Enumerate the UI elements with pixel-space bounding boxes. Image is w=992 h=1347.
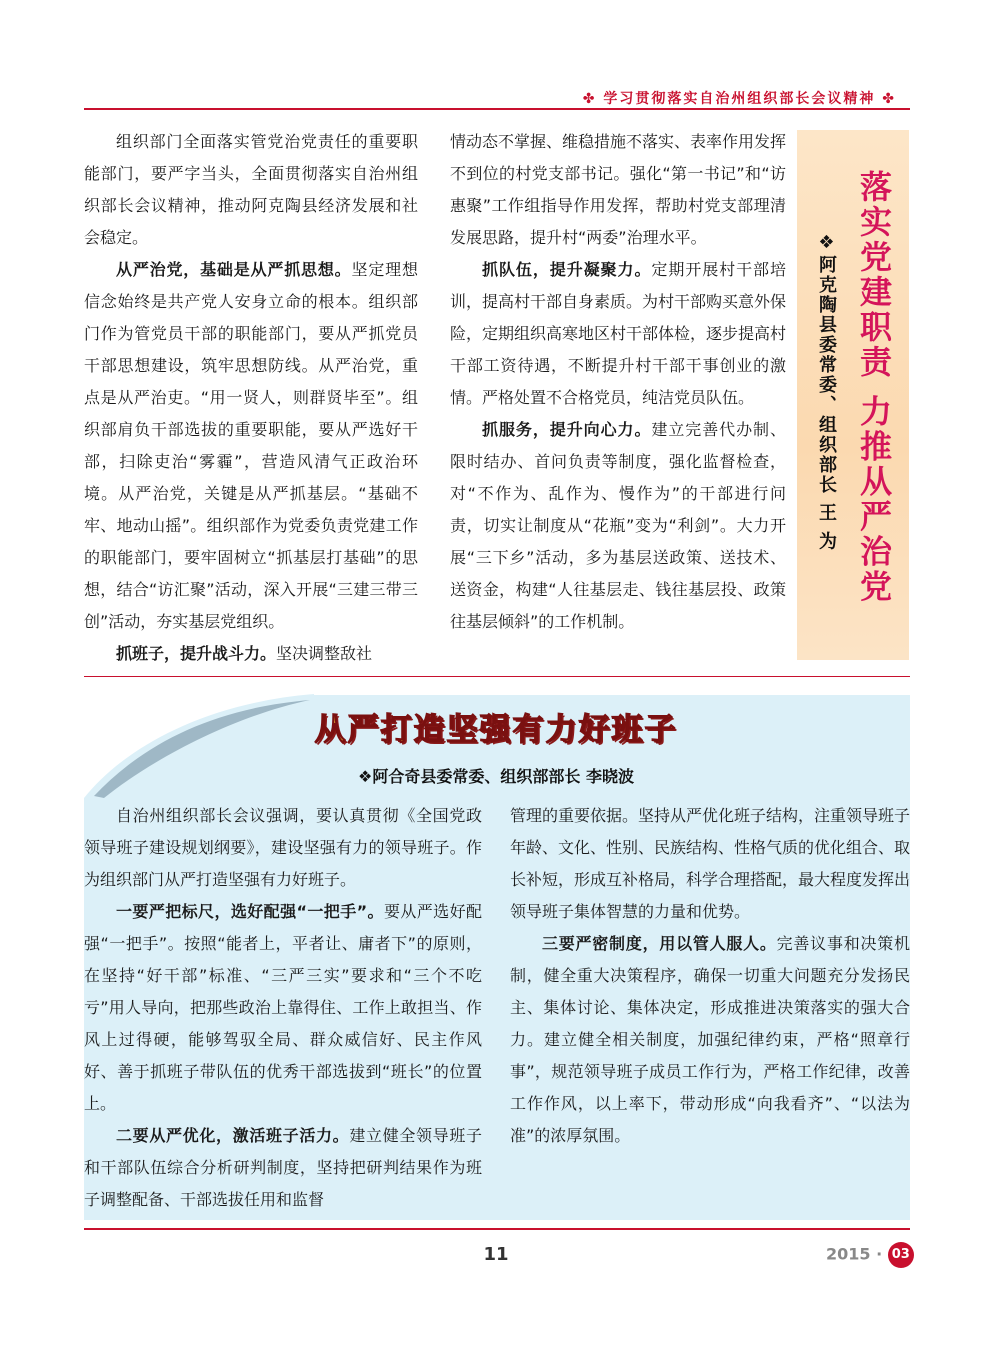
- article2-title: 从严打造坚强有力好班子: [314, 712, 678, 748]
- article1-paragraph: 抓队伍，提升凝聚力。定期开展村干部培训，提高村干部自身素质。为村干部购买意外保险，定期组织高寒地区村干部体检，逐步提高村干部工资待遇，不断提升村干部干事创业的激情。严格处置不合格党员，纯洁党员队伍。: [450, 260, 787, 407]
- article1-paragraph: 抓班子，提升战斗力。坚决调整敌社: [116, 644, 373, 663]
- footer-rule: [84, 1228, 910, 1230]
- article2-paragraph: 三要严密制度，用以管人服人。完善议事和决策机制，健全重大决策程序，确保一切重大问题充分发扬民主、集体讨论、集体决定，形成推进决策落实的强大合力。建立健全相关制度，加强纪律约束，严格“照章行事”，规范领导班子成员工作行为，严格工作纪律，改善工作作风，以上率下，带动形成“向我看齐”、“以法为准”的浓厚氛围。: [510, 934, 910, 1145]
- issue-badge: 03: [888, 1242, 914, 1268]
- article2-byline: ❖阿合奇县委常委、组织部部长 李晓波: [358, 767, 634, 786]
- article1-paragraph: 从严治党，基础是从严抓思想。坚定理想信念始终是共产党人安身立命的根本。组织部门作为管党员干部的职能部门，要从严抓党员干部思想建设，筑牢思想防线。从严治党，重点是从严治吏。“用一贤人，则群贤毕至”。组织部肩负干部选拔的重要职能，要从严选好干部，扫除吏治“雾霾”，营造风清气正政治环境。从严治党，关键是从严抓基层。“基础不牢、地动山摇”。组织部作为党委负责党建工作的职能部门，要牢固树立“抓基层打基础”的思想，结合“访汇聚”活动，深入开展“三建三带三创”活动，夯实基层党组织。: [84, 260, 418, 631]
- article1-paragraph: 组织部门全面落实管党治党责任的重要职能部门，要严字当头，全面贯彻落实自治州组织部长会议精神，推动阿克陶县经济发展和社会稳定。: [84, 132, 418, 247]
- article1-column1: [84, 126, 418, 670]
- header-rule: [84, 108, 910, 110]
- article2-column2: [510, 800, 910, 1152]
- page-number: 11: [483, 1244, 509, 1265]
- issue-label: [826, 1242, 914, 1268]
- article2-paragraph: 管理的重要依据。坚持从严优化班子结构，注重领导班子年龄、文化、性别、民族结构、性格气质的优化组合、取长补短，形成互补格局，科学合理搭配，最大程度发挥出领导班子集体智慧的力量和优势。: [510, 806, 911, 921]
- issue-year: 2015 ·: [826, 1244, 883, 1264]
- article2-paragraph: 二要从严优化，激活班子活力。建立健全领导班子和干部队伍综合分析研判制度，坚持把研判结果作为班子调整配备、干部选拔任用和监督: [84, 1126, 482, 1209]
- article-separator: [84, 676, 910, 677]
- article2-paragraph: 一要严把标尺，选好配强“一把手”。要从严选好配强“一把手”。按照“能者上，平者让、庸者下”的原则，在坚持“好干部”标准、“三严三实”要求和“三个不吃亏”用人导向，把那些政治上靠得住、工作上敢担当、作风上过得硬，能够驾驭全局、群众威信好、民主作风好、善于抓班子带队伍的优秀干部选拔到“班长”的位置上。: [84, 902, 482, 1113]
- article2-column1: [84, 800, 482, 1216]
- running-header: ✤ 学习贯彻落实自治州组织部长会议精神 ✤: [582, 91, 896, 107]
- article1-byline: ❖阿克陶县委常委、组织部长 王 为: [816, 232, 837, 552]
- article1-column2: [450, 126, 786, 638]
- article2-paragraph: 自治州组织部长会议强调，要认真贯彻《全国党政领导班子建设规划纲要》，建设坚强有力的领导班子。作为组织部门从严打造坚强有力好班子。: [84, 806, 482, 889]
- article1-paragraph: 抓服务，提升向心力。建立完善代办制、限时结办、首问负责等制度，强化监督检查，对“不作为、乱作为、慢作为”的干部进行问责，切实让制度从“花瓶”变为“利剑”。大力开展“三下乡”活动，多为基层送政策、送技术、送资金，构建“人往基层走、钱往基层投、政策往基层倾斜”的工作机制。: [450, 420, 786, 631]
- article1-paragraph: 情动态不掌握、维稳措施不落实、表率作用发挥不到位的村党支部书记。强化“第一书记”和“访惠聚”工作组指导作用发挥，帮助村党支部理清发展思路，提升村“两委”治理水平。: [450, 132, 787, 247]
- article1-title: 落实党建职责 力推从严治党: [855, 170, 893, 605]
